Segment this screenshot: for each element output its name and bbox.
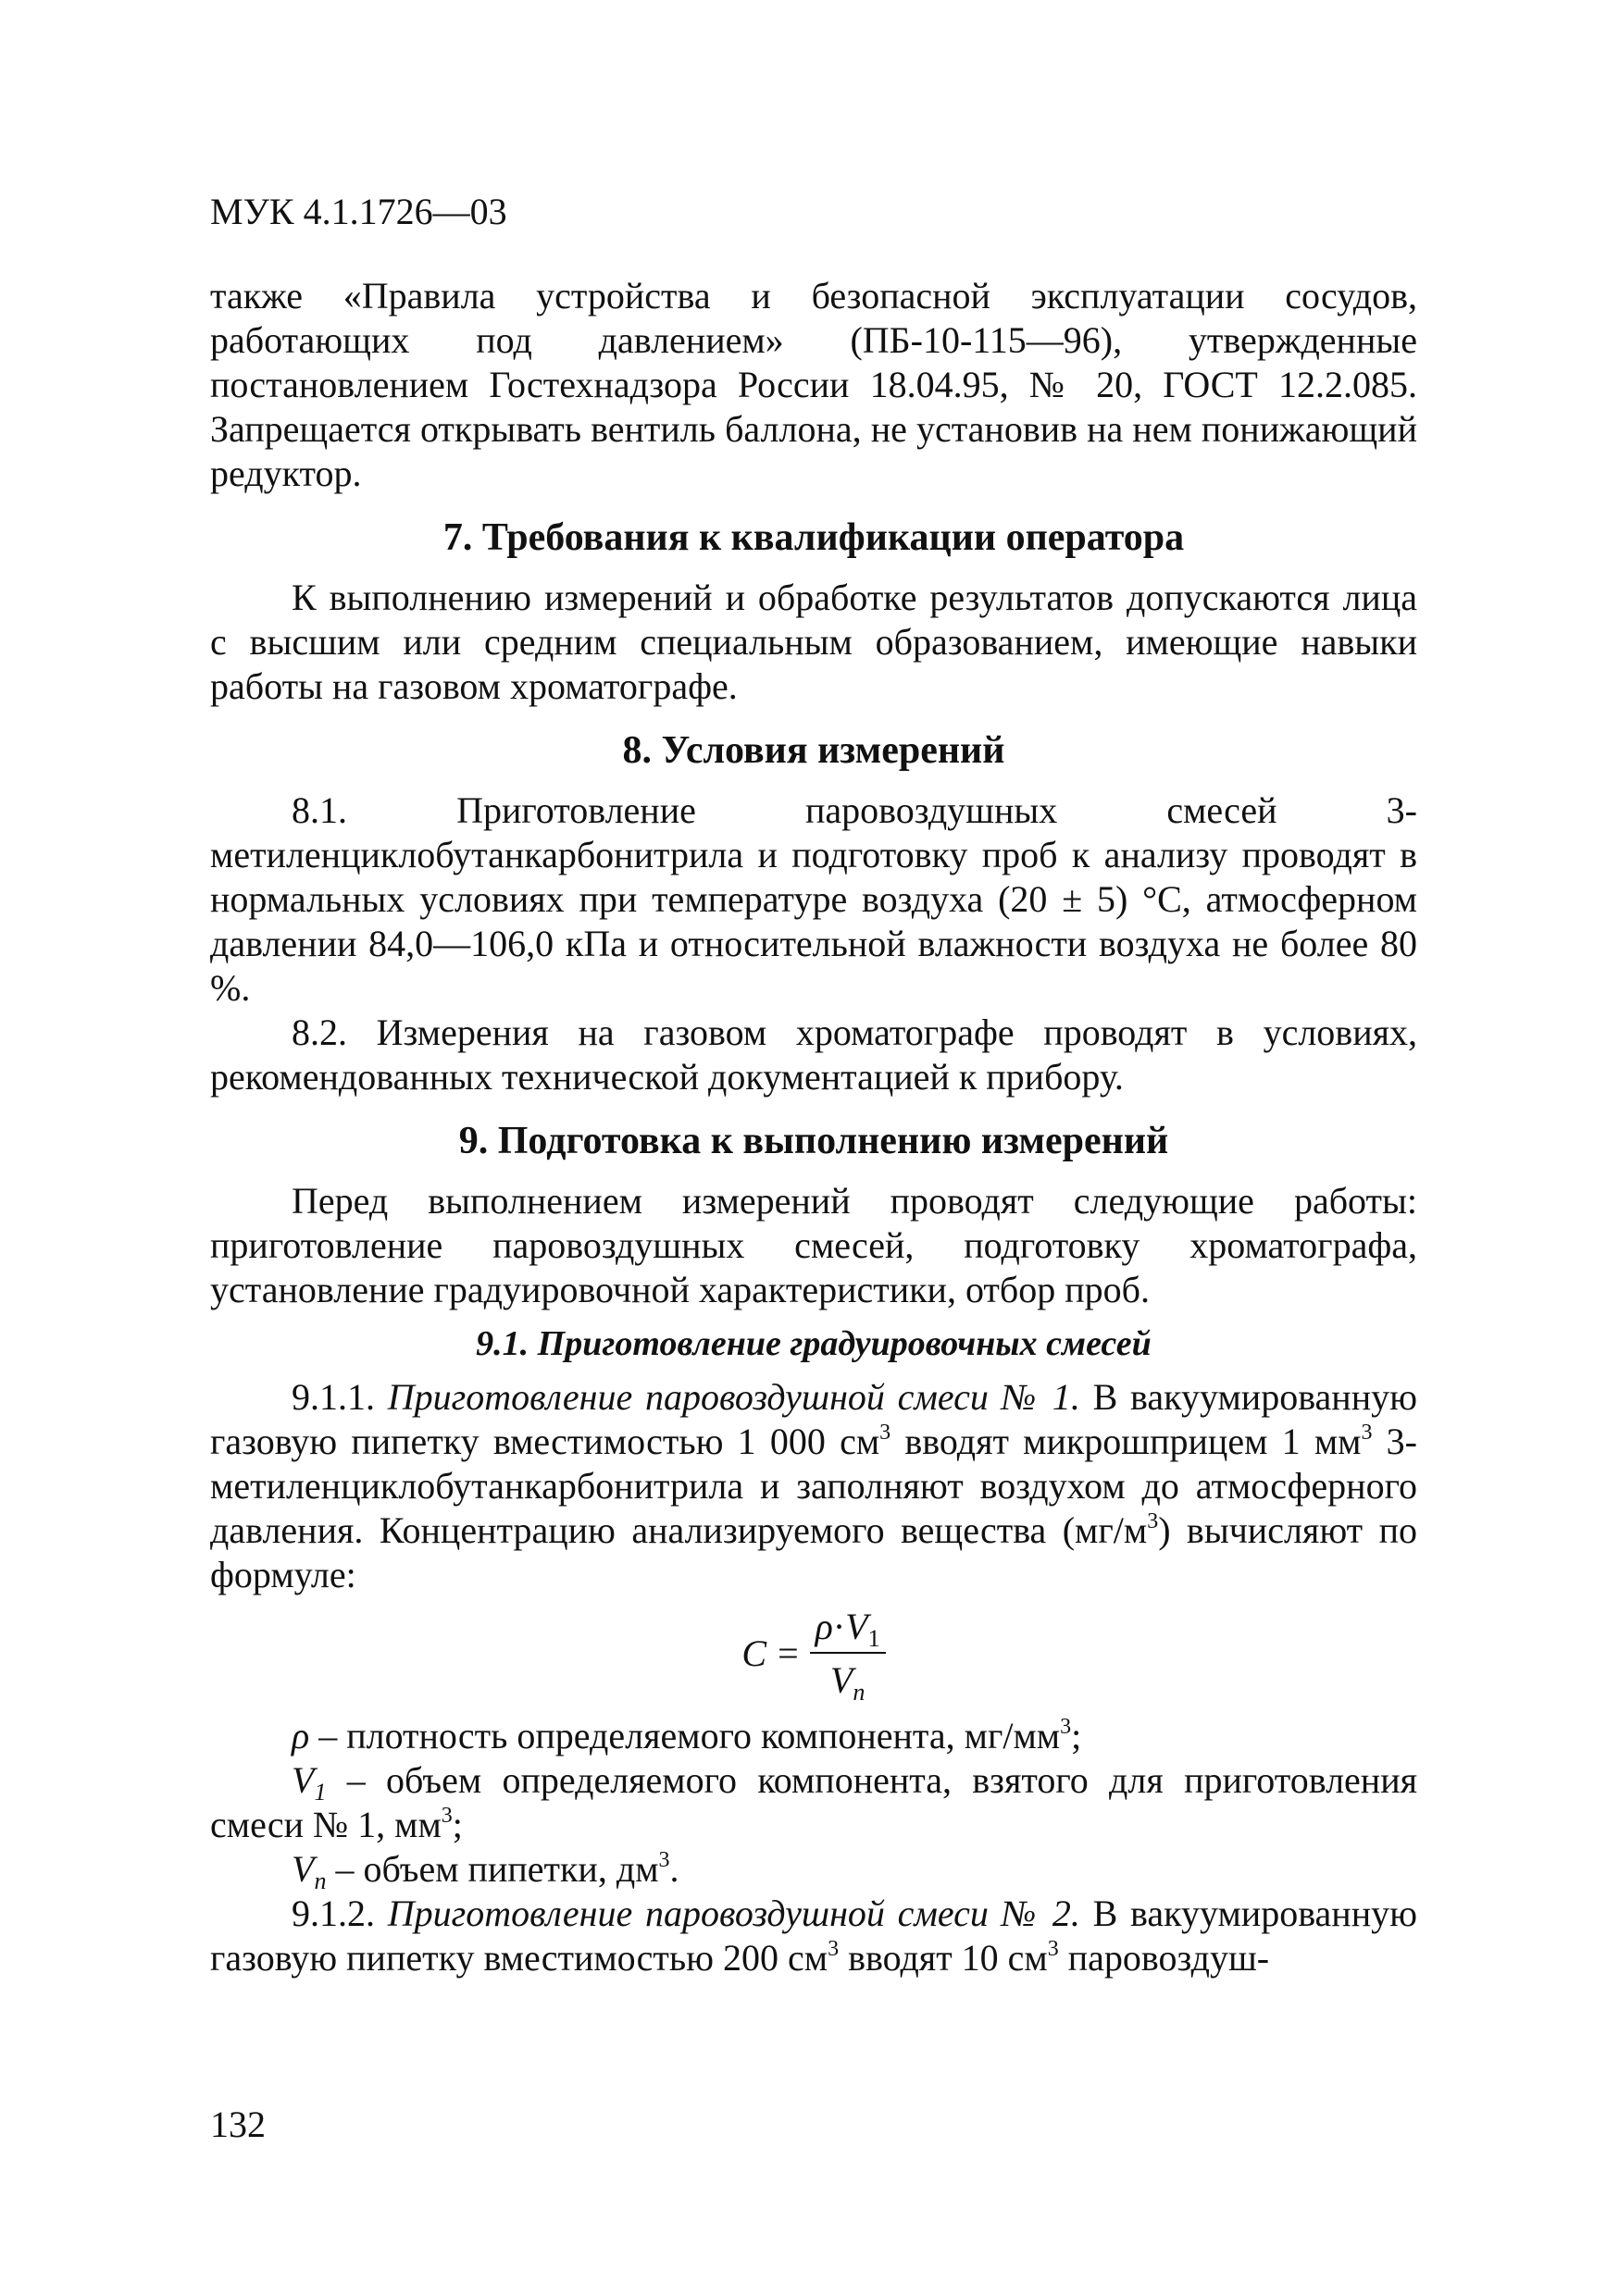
intro-paragraph: также «Правила устройства и безопасной эксплуатации сосудов, работающих под давлением» (ПБ-10-115—96), утвержденные постановлением Гостехнадзора России 18.04.95, № 20, ГОСТ 12.2.085. Запрещается открывать вентиль баллона, не установив на нем понижающий редуктор. <box>210 275 1417 494</box>
punctuation: ; <box>452 1804 463 1845</box>
subscript: n <box>314 1868 327 1894</box>
superscript: 3 <box>1147 1509 1159 1533</box>
rho-symbol: ρ <box>815 1606 833 1647</box>
item-title: Приготовление паровоздушной смеси № 2. <box>387 1893 1080 1934</box>
subscript: 1 <box>314 1779 327 1806</box>
running-head: МУК 4.1.1726—03 <box>210 191 507 232</box>
superscript: 3 <box>1361 1421 1373 1445</box>
section-9-1-heading: 9.1. Приготовление градуировочных смесей <box>476 1324 1152 1363</box>
volume-symbol: V <box>829 1659 853 1701</box>
paragraph-text: В вакуумированную газовую пипетку вместимостью 200 см <box>210 1893 1417 1979</box>
multiply-dot: · <box>832 1606 846 1647</box>
section-9-body: Перед выполнением измерений проводят следующие работы: приготовление паровоздушных смесей, подготовку хроматографа, установление градуировочной характеристики, отбор проб. <box>210 1180 1417 1310</box>
section-9-1-1-paragraph <box>210 1375 1417 1597</box>
definition-text: – объем определяемого компонента, взятого для приготовления смеси № 1, мм <box>210 1759 1417 1845</box>
paragraph-text: вводят 10 см <box>839 1937 1048 1979</box>
section-7-heading: 7. Требования к квалификации оператора <box>442 516 1185 559</box>
paragraph-text: вводят микрошприцем 1 мм <box>890 1421 1362 1462</box>
punctuation: ; <box>1071 1715 1082 1756</box>
paragraph-text: ) вычисляют по формуле: <box>210 1509 1417 1595</box>
definition-vn <box>210 1847 1417 1892</box>
item-title: Приготовление паровоздушной смеси № 1. <box>387 1376 1080 1418</box>
formula-equals: = <box>778 1632 799 1674</box>
page-body <box>210 274 1417 1980</box>
formula-lhs: C <box>741 1632 767 1674</box>
section-8-1-paragraph: 8.1. Приготовление паровоздушных смесей 3-метиленциклобутанкарбонитрила и подготовку проб к анализу проводят в нормальных условиях при температуре воздуха (20 ± 5) °С, атмосферном давлении 84,0—106,0 кПа и относительной влажности воздуха не более 80 %. <box>210 789 1417 1009</box>
superscript: 3 <box>1047 1937 1059 1961</box>
punctuation: . <box>669 1848 679 1890</box>
superscript: 3 <box>879 1421 891 1445</box>
paragraph-text: паровоздуш- <box>1058 1937 1270 1979</box>
superscript: 3 <box>658 1848 670 1872</box>
section-9-heading: 9. Подготовка к выполнению измерений <box>458 1120 1169 1162</box>
definition-text: – объем пипетки, дм <box>326 1848 659 1890</box>
paragraph-text: 3-метиленциклобутанкарбонитрила и заполняют воздухом до атмосферного давления. Концентрацию анализируемого вещества (мг/м <box>210 1421 1417 1551</box>
item-number: 9.1.2. <box>292 1893 388 1934</box>
subscript: 1 <box>867 1625 880 1652</box>
volume-symbol: V <box>292 1848 315 1890</box>
formula-fraction <box>810 1606 886 1706</box>
page-number: 132 <box>210 2104 266 2145</box>
section-7-body: К выполнению измерений и обработке результатов допускаются лица с высшим или средним специальным образованием, имеющие навыки работы на газовом хроматографе. <box>210 577 1417 707</box>
section-9-1-2-paragraph <box>210 1892 1417 1980</box>
concentration-formula <box>210 1599 1417 1708</box>
item-number: 9.1.1. <box>292 1376 388 1418</box>
subscript: n <box>853 1679 866 1706</box>
definition-v1 <box>210 1758 1417 1847</box>
definition-rho <box>210 1714 1417 1758</box>
volume-symbol: V <box>845 1606 868 1647</box>
formula-numerator <box>810 1606 886 1654</box>
section-8-heading: 8. Условия измерений <box>622 729 1005 772</box>
definition-text: – плотность определяемого компонента, мг/мм <box>309 1715 1061 1756</box>
volume-symbol: V <box>292 1759 315 1801</box>
superscript: 3 <box>828 1937 840 1961</box>
section-8-2-paragraph: 8.2. Измерения на газовом хроматографе проводят в условиях, рекомендованных технической документацией к прибору. <box>210 1011 1417 1098</box>
rho-symbol: ρ <box>292 1715 310 1756</box>
formula-denominator <box>829 1654 866 1706</box>
superscript: 3 <box>1060 1715 1072 1739</box>
superscript: 3 <box>441 1804 453 1828</box>
paragraph-text: В вакуумированную газовую пипетку вместимостью 1 000 см <box>210 1376 1417 1462</box>
